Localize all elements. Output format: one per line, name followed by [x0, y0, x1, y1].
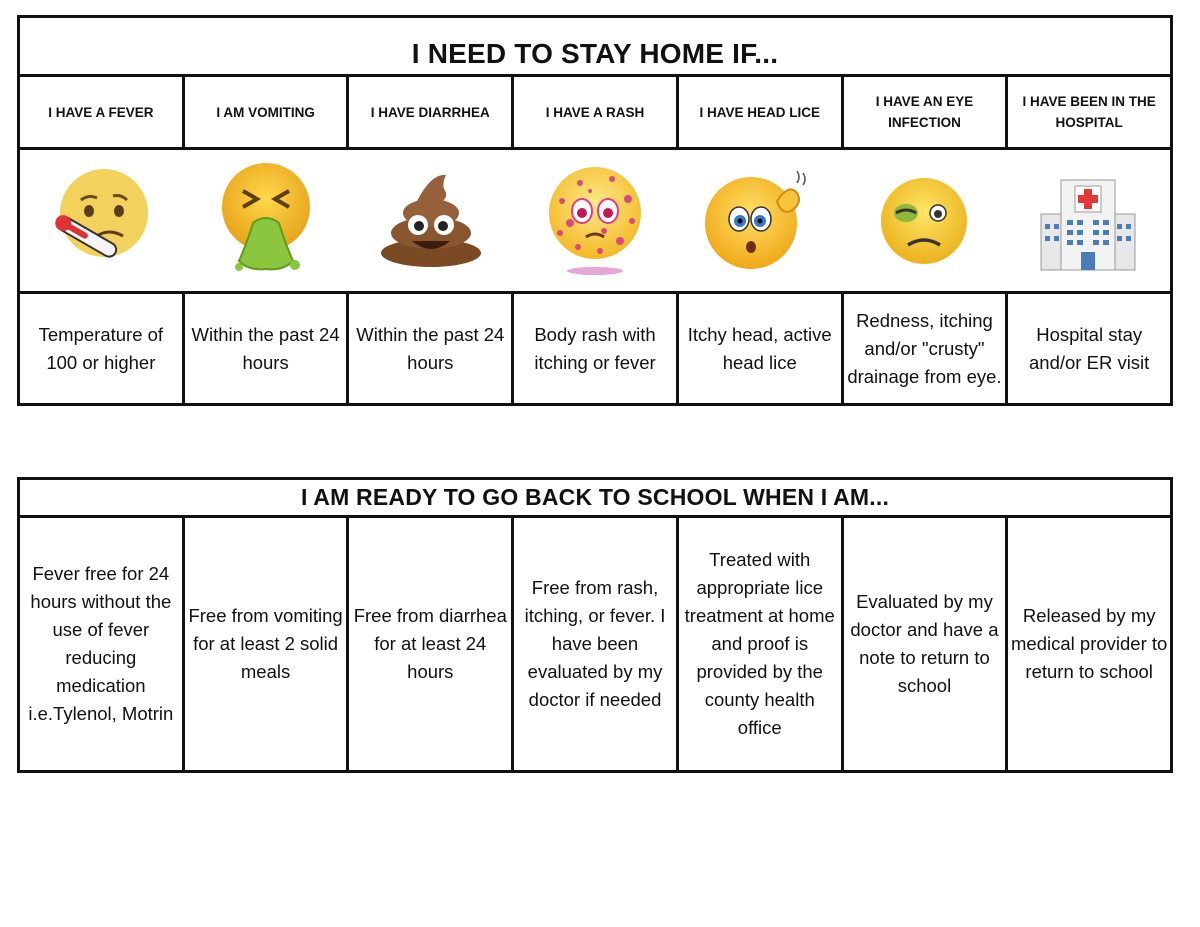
description-vomiting: Within the past 24 hours: [185, 294, 350, 403]
description-rash: Body rash with itching or fever: [514, 294, 679, 403]
hospital-icon-cell: [1006, 150, 1170, 291]
condition-heading-row: [20, 77, 1170, 150]
feverish-face-thermometer-icon: [47, 166, 157, 276]
head-lice-icon-cell: [677, 150, 841, 291]
rash-icon-cell: [513, 150, 677, 291]
heading-fever: I HAVE A FEVER: [20, 77, 185, 147]
rash-spotted-face-icon: [540, 161, 650, 281]
eye-infection-icon-cell: [841, 150, 1005, 291]
return-criteria-eye-infection: Evaluated by my doctor and have a note to return to school: [844, 518, 1009, 770]
return-criteria-head-lice: Treated with appropriate lice treatment at home and proof is provided by the county health office: [679, 518, 844, 770]
heading-eye-infection: I HAVE AN EYE INFECTION: [844, 77, 1009, 147]
heading-head-lice: I HAVE HEAD LICE: [679, 77, 844, 147]
pile-of-poo-icon: [376, 171, 486, 271]
return-criteria-diarrhea: Free from diarrhea for at least 24 hours: [349, 518, 514, 770]
vomiting-icon-cell: [184, 150, 348, 291]
description-head-lice: Itchy head, active head lice: [679, 294, 844, 403]
vomiting-face-icon: [211, 161, 321, 281]
description-diarrhea: Within the past 24 hours: [349, 294, 514, 403]
description-fever: Temperature of 100 or higher: [20, 294, 185, 403]
return-criteria-vomiting: Free from vomiting for at least 2 solid meals: [185, 518, 350, 770]
heading-vomiting: I AM VOMITING: [185, 77, 350, 147]
stay-home-table: [17, 15, 1173, 406]
heading-diarrhea: I HAVE DIARRHEA: [349, 77, 514, 147]
head-scratching-face-icon: [699, 161, 819, 281]
heading-hospital: I HAVE BEEN IN THE HOSPITAL: [1022, 94, 1156, 130]
return-criteria-fever: Fever free for 24 hours without the use of fever reducing medication i.e.Tylenol, Motrin: [20, 518, 185, 770]
return-criteria-rash: Free from rash, itching, or fever. I have been evaluated by my doctor if needed: [514, 518, 679, 770]
description-hospital: Hospital stay and/or ER visit: [1029, 323, 1150, 373]
stay-home-title: I NEED TO STAY HOME IF...: [20, 18, 1170, 77]
description-eye-infection: Redness, itching and/or "crusty" drainage from eye.: [844, 294, 1009, 403]
back-to-school-table: [17, 477, 1173, 773]
return-criteria-row: [20, 518, 1170, 770]
return-criteria-hospital: Released by my medical provider to return to school: [1011, 605, 1168, 682]
emoji-row: [20, 150, 1170, 294]
diarrhea-icon-cell: [349, 150, 513, 291]
condition-description-row: [20, 294, 1170, 403]
eye-infection-face-icon: [874, 171, 974, 271]
hospital-building-icon: [1033, 166, 1143, 276]
back-to-school-title: I AM READY TO GO BACK TO SCHOOL WHEN I AM...: [20, 480, 1170, 518]
heading-rash: I HAVE A RASH: [514, 77, 679, 147]
fever-icon-cell: [20, 150, 184, 291]
